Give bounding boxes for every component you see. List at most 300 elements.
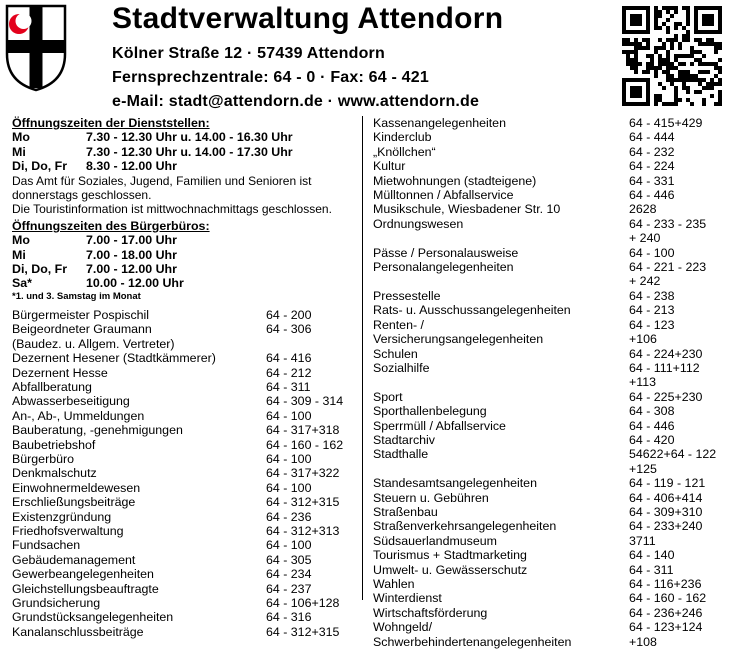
qr-module — [662, 86, 666, 90]
qr-module — [638, 46, 642, 50]
qr-module — [710, 94, 714, 98]
entry-phone: 64 - 312+315 — [266, 495, 340, 510]
entry-phone: 2628 — [629, 202, 657, 217]
buergerbuero-title: Öffnungszeiten des Bürgerbüros: — [12, 218, 210, 233]
qr-module — [710, 86, 714, 90]
entry-phone: 64 - 116+236 — [629, 577, 702, 591]
saturday-footnote: *1. und 3. Samstag im Monat — [12, 290, 141, 302]
entry-name: Kultur — [373, 159, 406, 174]
directory-entry — [12, 438, 354, 452]
entry-phone: 64 - 100 — [266, 408, 312, 423]
qr-module — [678, 62, 682, 66]
qr-module — [718, 46, 722, 50]
qr-module — [646, 90, 650, 94]
qr-module — [622, 26, 626, 30]
entry-name — [373, 375, 629, 389]
qr-module — [666, 54, 670, 58]
qr-module — [674, 26, 678, 30]
hours-days: Mi — [12, 247, 26, 262]
qr-module — [626, 42, 630, 46]
qr-module — [678, 42, 682, 46]
directory-entry — [373, 332, 723, 346]
entry-name: Schulen — [373, 346, 418, 361]
entry-phone: 64 - 415+429 — [629, 116, 703, 130]
qr-module — [654, 74, 658, 78]
qr-module — [654, 94, 658, 98]
entry-name: (Baudez. u. Allgem. Vertreter) — [12, 336, 175, 351]
directory-entry — [373, 519, 723, 533]
qr-module — [698, 78, 702, 82]
qr-module — [718, 78, 722, 82]
directory-entry — [373, 202, 723, 216]
directory-entry — [373, 231, 723, 245]
directory-entry — [12, 610, 354, 624]
entry-phone: + 240 — [629, 231, 661, 246]
note-closure: Das Amt für Soziales, Jugend, Familien und Senioren ist donnerstags geschlossen. — [12, 173, 312, 203]
qr-module — [682, 6, 686, 10]
directory-entry — [373, 505, 723, 519]
directory-entry — [373, 447, 723, 461]
qr-module — [634, 30, 638, 34]
directory-entry — [373, 174, 723, 188]
qr-module — [686, 70, 690, 74]
entry-phone: 64 - 309 - 314 — [266, 394, 344, 409]
entry-name: Beigeordneter Graumann — [12, 322, 152, 337]
qr-module — [642, 38, 646, 42]
qr-module — [682, 82, 686, 86]
qr-module — [626, 78, 630, 82]
qr-module — [686, 22, 690, 26]
directory-entry — [373, 188, 723, 202]
qr-module — [690, 78, 694, 82]
qr-module — [626, 54, 630, 58]
entry-name: Mülltonnen / Abfallservice — [373, 188, 514, 203]
qr-module — [698, 38, 702, 42]
entry-name — [373, 462, 629, 476]
directory-entry — [373, 116, 723, 130]
qr-module — [706, 42, 710, 46]
directory-entry — [373, 635, 723, 649]
attendorn-crest-icon — [5, 4, 67, 92]
qr-module — [654, 6, 658, 10]
entry-name: „Knöllchen“ — [373, 144, 436, 159]
qr-module — [654, 46, 658, 50]
entry-name: Grundstücksangelegenheiten — [12, 610, 174, 625]
qr-module — [706, 6, 710, 10]
qr-module — [670, 102, 674, 106]
hours-row — [12, 248, 354, 262]
hours-days: Sa* — [12, 276, 32, 291]
qr-module — [634, 42, 638, 46]
qr-module — [634, 78, 638, 82]
hours-days: Di, Do, Fr — [12, 262, 68, 277]
directory-entry — [373, 534, 723, 548]
qr-module — [662, 22, 666, 26]
qr-module — [690, 62, 694, 66]
qr-module — [670, 78, 674, 82]
qr-module — [710, 6, 714, 10]
qr-module — [702, 42, 706, 46]
entry-name: Wahlen — [373, 577, 415, 591]
entry-name: Ordnungswesen — [373, 216, 464, 231]
entry-name: Südsauerlandmuseum — [373, 533, 497, 548]
qr-module — [682, 70, 686, 74]
entry-name: Friedhofsverwaltung — [12, 523, 124, 538]
entry-name: Standesamtsangelegenheiten — [373, 476, 537, 491]
qr-module — [658, 14, 662, 18]
qr-module — [654, 50, 658, 54]
qr-module — [634, 14, 638, 18]
directory-entry — [373, 246, 723, 260]
qr-module — [646, 26, 650, 30]
qr-module — [674, 78, 678, 82]
qr-module — [650, 54, 654, 58]
qr-module — [686, 78, 690, 82]
qr-module — [666, 66, 670, 70]
qr-module — [638, 102, 642, 106]
directory-entry — [373, 145, 723, 159]
qr-module — [674, 94, 678, 98]
entry-name: Stadthalle — [373, 447, 429, 462]
hours-row — [12, 262, 354, 276]
qr-module — [638, 78, 642, 82]
qr-module — [718, 90, 722, 94]
qr-module — [634, 70, 638, 74]
qr-module — [678, 98, 682, 102]
entry-name: Mietwohnungen (stadteigene) — [373, 173, 537, 188]
qr-module — [702, 62, 706, 66]
qr-module — [642, 70, 646, 74]
qr-module — [626, 6, 630, 10]
qr-module — [718, 26, 722, 30]
qr-module — [694, 74, 698, 78]
qr-module — [714, 46, 718, 50]
entry-phone: 64 - 123 — [629, 317, 675, 332]
entry-name: Dezernent Hesse — [12, 365, 108, 380]
qr-module — [698, 82, 702, 86]
qr-module — [666, 26, 670, 30]
entry-phone: 64 - 224 — [629, 159, 675, 174]
qr-module — [658, 38, 662, 42]
qr-module — [662, 102, 666, 106]
entry-phone: 64 - 416 — [266, 351, 312, 366]
entry-name: Wirtschaftsförderung — [373, 605, 488, 620]
qr-module — [694, 26, 698, 30]
qr-module — [714, 62, 718, 66]
entry-name: Tourismus + Stadtmarketing — [373, 548, 527, 563]
directory-entry — [373, 347, 723, 361]
qr-module — [630, 22, 634, 26]
qr-module — [702, 70, 706, 74]
hours-row — [12, 276, 354, 290]
qr-module — [646, 22, 650, 26]
qr-module — [658, 58, 662, 62]
entry-name: Sozialhilfe — [373, 360, 430, 375]
entry-phone: 64 - 317+322 — [266, 466, 340, 481]
qr-module — [662, 42, 666, 46]
qr-module — [658, 10, 662, 14]
qr-module — [634, 58, 638, 62]
qr-module — [702, 98, 706, 102]
directory-entry — [12, 394, 354, 408]
qr-module — [634, 90, 638, 94]
qr-module — [642, 30, 646, 34]
qr-module — [626, 102, 630, 106]
qr-module — [630, 6, 634, 10]
entry-name: Bürgerbüro — [12, 451, 74, 466]
directory-entry — [12, 409, 354, 423]
entry-name: Denkmalschutz — [12, 466, 97, 481]
qr-module — [694, 10, 698, 14]
qr-module — [694, 38, 698, 42]
qr-module — [638, 90, 642, 94]
qr-module — [646, 94, 650, 98]
directory-entry — [373, 404, 723, 418]
directory-entry — [12, 481, 354, 495]
qr-module — [646, 98, 650, 102]
qr-module — [674, 34, 678, 38]
qr-module — [622, 30, 626, 34]
qr-module — [622, 22, 626, 26]
entry-phone: 64 - 312+313 — [266, 523, 340, 538]
qr-module — [650, 62, 654, 66]
entry-phone: 64 - 160 - 162 — [629, 591, 707, 606]
entry-phone: 64 - 237 — [266, 581, 312, 596]
qr-module — [654, 14, 658, 18]
qr-module — [682, 38, 686, 42]
qr-module — [718, 18, 722, 22]
qr-module — [702, 102, 706, 106]
qr-module — [630, 94, 634, 98]
qr-module — [714, 74, 718, 78]
qr-module — [662, 46, 666, 50]
entry-phone: 64 - 213 — [629, 303, 675, 318]
entry-name: Bürgermeister Pospischil — [12, 307, 150, 322]
qr-module — [634, 18, 638, 22]
directory-entry — [12, 322, 354, 336]
qr-module — [694, 6, 698, 10]
entry-phone: 64 - 221 - 223 — [629, 260, 707, 275]
qr-module — [630, 90, 634, 94]
qr-module — [622, 98, 626, 102]
entry-name: Existenzgründung — [12, 509, 112, 524]
entry-phone: 64 - 446 — [629, 188, 675, 203]
qr-module — [698, 90, 702, 94]
qr-module — [658, 98, 662, 102]
directory-entry — [373, 159, 723, 173]
entry-phone: +125 — [629, 461, 657, 476]
qr-module — [646, 66, 650, 70]
qr-module — [686, 14, 690, 18]
entry-name: Abfallberatung — [12, 379, 92, 394]
qr-module — [718, 6, 722, 10]
directory-entry — [373, 130, 723, 144]
entry-phone: + 242 — [629, 274, 661, 289]
entry-phone: 64 - 305 — [266, 552, 312, 567]
qr-module — [666, 102, 670, 106]
qr-module — [706, 86, 710, 90]
entry-name: Fundsachen — [12, 538, 81, 553]
directory-entry — [373, 491, 723, 505]
qr-module — [682, 62, 686, 66]
qr-module — [690, 50, 694, 54]
qr-module — [674, 38, 678, 42]
qr-module — [674, 22, 678, 26]
directory-entry — [373, 433, 723, 447]
qr-module — [670, 74, 674, 78]
qr-module — [654, 26, 658, 30]
entry-phone: 64 - 100 — [266, 451, 312, 466]
qr-module — [698, 30, 702, 34]
qr-module — [702, 18, 706, 22]
qr-module — [718, 98, 722, 102]
qr-module — [706, 70, 710, 74]
qr-module — [678, 78, 682, 82]
qr-module — [694, 14, 698, 18]
entry-name: Einwohnermeldewesen — [12, 480, 141, 495]
qr-module — [698, 62, 702, 66]
qr-module — [622, 10, 626, 14]
qr-module — [674, 102, 678, 106]
entry-phone: 64 - 309+310 — [629, 504, 703, 519]
directory-entry — [12, 337, 354, 351]
entry-name: Straßenverkehrsangelegenheiten — [373, 519, 557, 534]
qr-module — [638, 14, 642, 18]
entry-phone: 64 - 308 — [629, 404, 675, 419]
directory-entry — [12, 625, 354, 639]
qr-module — [638, 6, 642, 10]
entry-phone: +108 — [629, 634, 657, 649]
entry-name: Gewerbeangelegenheiten — [12, 567, 154, 582]
qr-module — [718, 14, 722, 18]
directory-entry — [373, 563, 723, 577]
qr-module — [702, 86, 706, 90]
entry-phone: 64 - 331 — [629, 173, 675, 188]
qr-module — [638, 22, 642, 26]
qr-module — [622, 42, 626, 46]
qr-module — [626, 38, 630, 42]
qr-module — [710, 30, 714, 34]
entry-phone: 64 - 100 — [266, 480, 312, 495]
qr-module — [638, 86, 642, 90]
hours-days: Mo — [12, 130, 30, 145]
qr-module — [706, 22, 710, 26]
qr-module — [686, 6, 690, 10]
qr-module — [674, 58, 678, 62]
entry-name: Sperrmüll / Abfallservice — [373, 418, 506, 433]
dienststellen-title: Öffnungszeiten der Dienststellen: — [12, 116, 210, 130]
qr-module — [718, 102, 722, 106]
qr-module — [666, 18, 670, 22]
entry-phone: 64 - 212 — [266, 365, 312, 380]
hours-time: 7.30 - 12.30 Uhr u. 14.00 - 16.30 Uhr — [86, 130, 293, 145]
qr-module — [674, 98, 678, 102]
qr-module — [630, 62, 634, 66]
qr-module — [666, 58, 670, 62]
qr-module — [674, 86, 678, 90]
entry-name: Stadtarchiv — [373, 432, 435, 447]
qr-module — [662, 70, 666, 74]
qr-module — [666, 74, 670, 78]
qr-module — [634, 86, 638, 90]
qr-module — [646, 10, 650, 14]
entry-name: Gebäudemanagement — [12, 552, 136, 567]
qr-module — [686, 98, 690, 102]
qr-module — [666, 30, 670, 34]
qr-module — [714, 42, 718, 46]
qr-module — [622, 90, 626, 94]
qr-module — [690, 102, 694, 106]
entry-name: Steuern u. Gebühren — [373, 490, 489, 505]
qr-module — [654, 22, 658, 26]
right-directory-list — [373, 116, 723, 649]
qr-module — [674, 6, 678, 10]
qr-module — [690, 46, 694, 50]
qr-module — [706, 14, 710, 18]
qr-module — [718, 82, 722, 86]
phone-line: Fernsprechzentrale: 64 - 0 · Fax: 64 - 421 — [112, 69, 429, 86]
qr-module — [710, 38, 714, 42]
entry-phone: 64 - 111+112 — [629, 360, 700, 375]
qr-module — [686, 10, 690, 14]
qr-module — [630, 86, 634, 90]
entry-name: Renten- / — [373, 317, 424, 332]
qr-module — [650, 58, 654, 62]
entry-name: Personalangelegenheiten — [373, 260, 514, 275]
qr-module — [686, 30, 690, 34]
qr-module — [646, 6, 650, 10]
entry-name: Erschließungsbeiträge — [12, 495, 136, 510]
directory-entry — [373, 375, 723, 389]
qr-module — [670, 62, 674, 66]
entry-phone: 64 - 312+315 — [266, 624, 340, 639]
hours-days: Mo — [12, 233, 30, 248]
qr-module — [702, 54, 706, 58]
qr-module — [642, 6, 646, 10]
directory-entry — [373, 476, 723, 490]
entry-phone: 64 - 306 — [266, 322, 312, 337]
hours-time: 7.30 - 12.30 Uhr u. 14.00 - 17.30 Uhr — [86, 144, 293, 159]
qr-module — [646, 86, 650, 90]
qr-module — [634, 62, 638, 66]
qr-module — [718, 10, 722, 14]
qr-module — [718, 70, 722, 74]
qr-module — [686, 18, 690, 22]
hours-row — [12, 130, 354, 144]
entry-phone: 64 - 406+414 — [629, 490, 703, 505]
entry-name: Pässe / Personalausweise — [373, 245, 519, 260]
entry-phone: 64 - 106+128 — [266, 596, 340, 610]
entry-name: Wohngeld/ — [373, 620, 433, 635]
qr-module — [686, 54, 690, 58]
entry-name: An-, Ab-, Ummeldungen — [12, 408, 145, 423]
qr-module — [642, 46, 646, 50]
qr-module — [706, 18, 710, 22]
qr-module — [678, 74, 682, 78]
qr-module — [706, 30, 710, 34]
qr-module — [622, 78, 626, 82]
qr-module — [638, 94, 642, 98]
qr-module — [630, 50, 634, 54]
entry-name: Winterdienst — [373, 591, 442, 606]
qr-module — [682, 74, 686, 78]
qr-module — [682, 54, 686, 58]
qr-module — [702, 14, 706, 18]
qr-module — [646, 38, 650, 42]
column-divider — [362, 116, 363, 600]
directory-entry — [12, 423, 354, 437]
qr-module — [630, 18, 634, 22]
